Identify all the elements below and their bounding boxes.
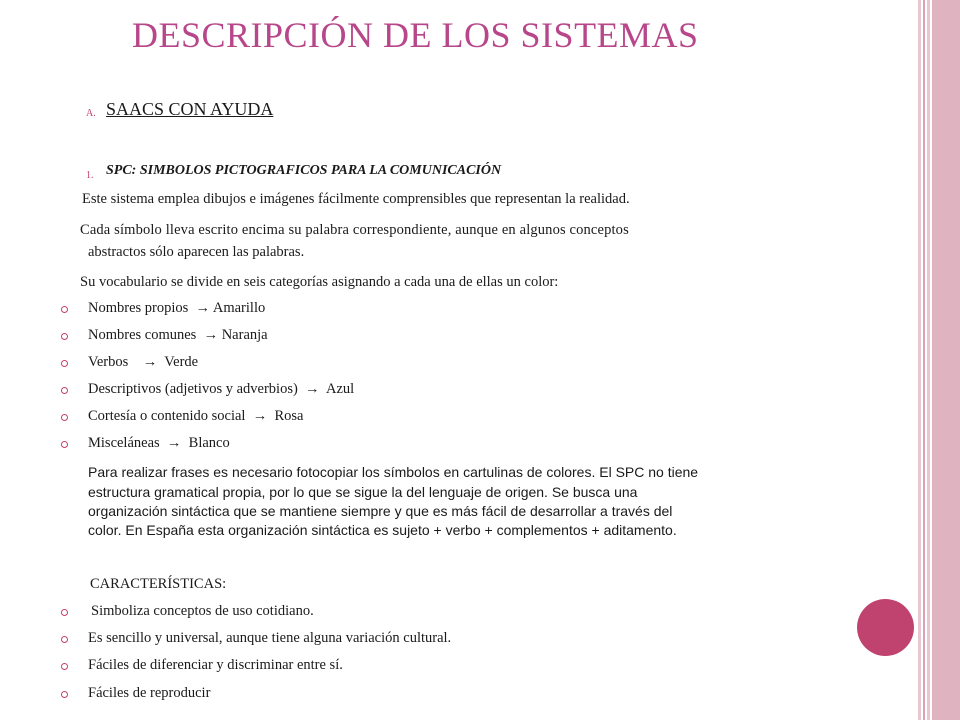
list-item: Verbos → Verde — [88, 354, 199, 370]
section-heading: SAACS CON AYUDA — [106, 99, 274, 119]
list-item: Fáciles de diferenciar y discriminar entre sí. — [88, 657, 343, 673]
bullet-icon — [61, 609, 68, 616]
paragraph-line: color. En España esta organización sintáctica es sujeto + verbo + complementos + aditamento. — [88, 522, 677, 538]
intro-line: Este sistema emplea dibujos e imágenes fácilmente comprensibles que representan la realidad. — [82, 191, 630, 207]
bullet-icon — [61, 387, 68, 394]
arrow-icon: → — [203, 327, 219, 343]
bullet-icon — [61, 306, 68, 313]
arrow-icon: → — [142, 354, 158, 370]
bullet-icon — [61, 663, 68, 670]
list-item: Misceláneas → Blanco — [88, 435, 230, 451]
subsection-heading: SPC: SIMBOLOS PICTOGRAFICOS PARA LA COMUNICACIÓN — [106, 163, 502, 178]
paragraph-line: organización sintáctica que se mantiene siempre y que es más fácil de desarrollar a través del — [88, 503, 673, 519]
list-item: Es sencillo y universal, aunque tiene alguna variación cultural. — [88, 630, 452, 646]
arrow-icon: → — [252, 408, 268, 424]
bullet-icon — [61, 414, 68, 421]
list-item: Descriptivos (adjetivos y adverbios) → Azul — [88, 381, 355, 397]
arrow-icon: → — [166, 435, 182, 451]
list-item: Nombres propios → Amarillo — [88, 300, 266, 316]
bullet-icon — [61, 360, 68, 367]
list-item: Simboliza conceptos de uso cotidiano. — [91, 603, 314, 619]
arrow-icon: → — [195, 300, 211, 316]
list-item: Fáciles de reproducir — [88, 685, 211, 701]
characteristics-heading: CARACTERÍSTICAS: — [90, 576, 227, 592]
bullet-icon — [61, 636, 68, 643]
list-item: Cortesía o contenido social → Rosa — [88, 408, 304, 424]
subsection-marker: 1. — [86, 170, 94, 181]
intro-line: abstractos sólo aparecen las palabras. — [88, 244, 305, 260]
intro-line: Su vocabulario se divide en seis categorías asignando a cada una de ellas un color: — [80, 274, 559, 290]
decorative-stripes — [918, 0, 960, 720]
paragraph-line: Para realizar frases es necesario fotocopiar los símbolos en cartulinas de colores. El SPC no tiene — [88, 464, 699, 480]
paragraph-line: estructura gramatical propia, por lo que se sigue la del lenguaje de origen. Se busca una — [88, 484, 638, 500]
section-marker: A. — [86, 108, 96, 119]
bullet-icon — [61, 333, 68, 340]
bullet-icon — [61, 691, 68, 698]
decorative-circle — [857, 599, 914, 656]
bullet-icon — [61, 441, 68, 448]
arrow-icon: → — [305, 381, 320, 397]
slide-title: DESCRIPCIÓN DE LOS SISTEMAS — [132, 15, 699, 55]
intro-line: Cada símbolo lleva escrito encima su palabra correspondiente, aunque en algunos conceptos — [80, 222, 629, 238]
list-item: Nombres comunes → Naranja — [88, 327, 268, 343]
